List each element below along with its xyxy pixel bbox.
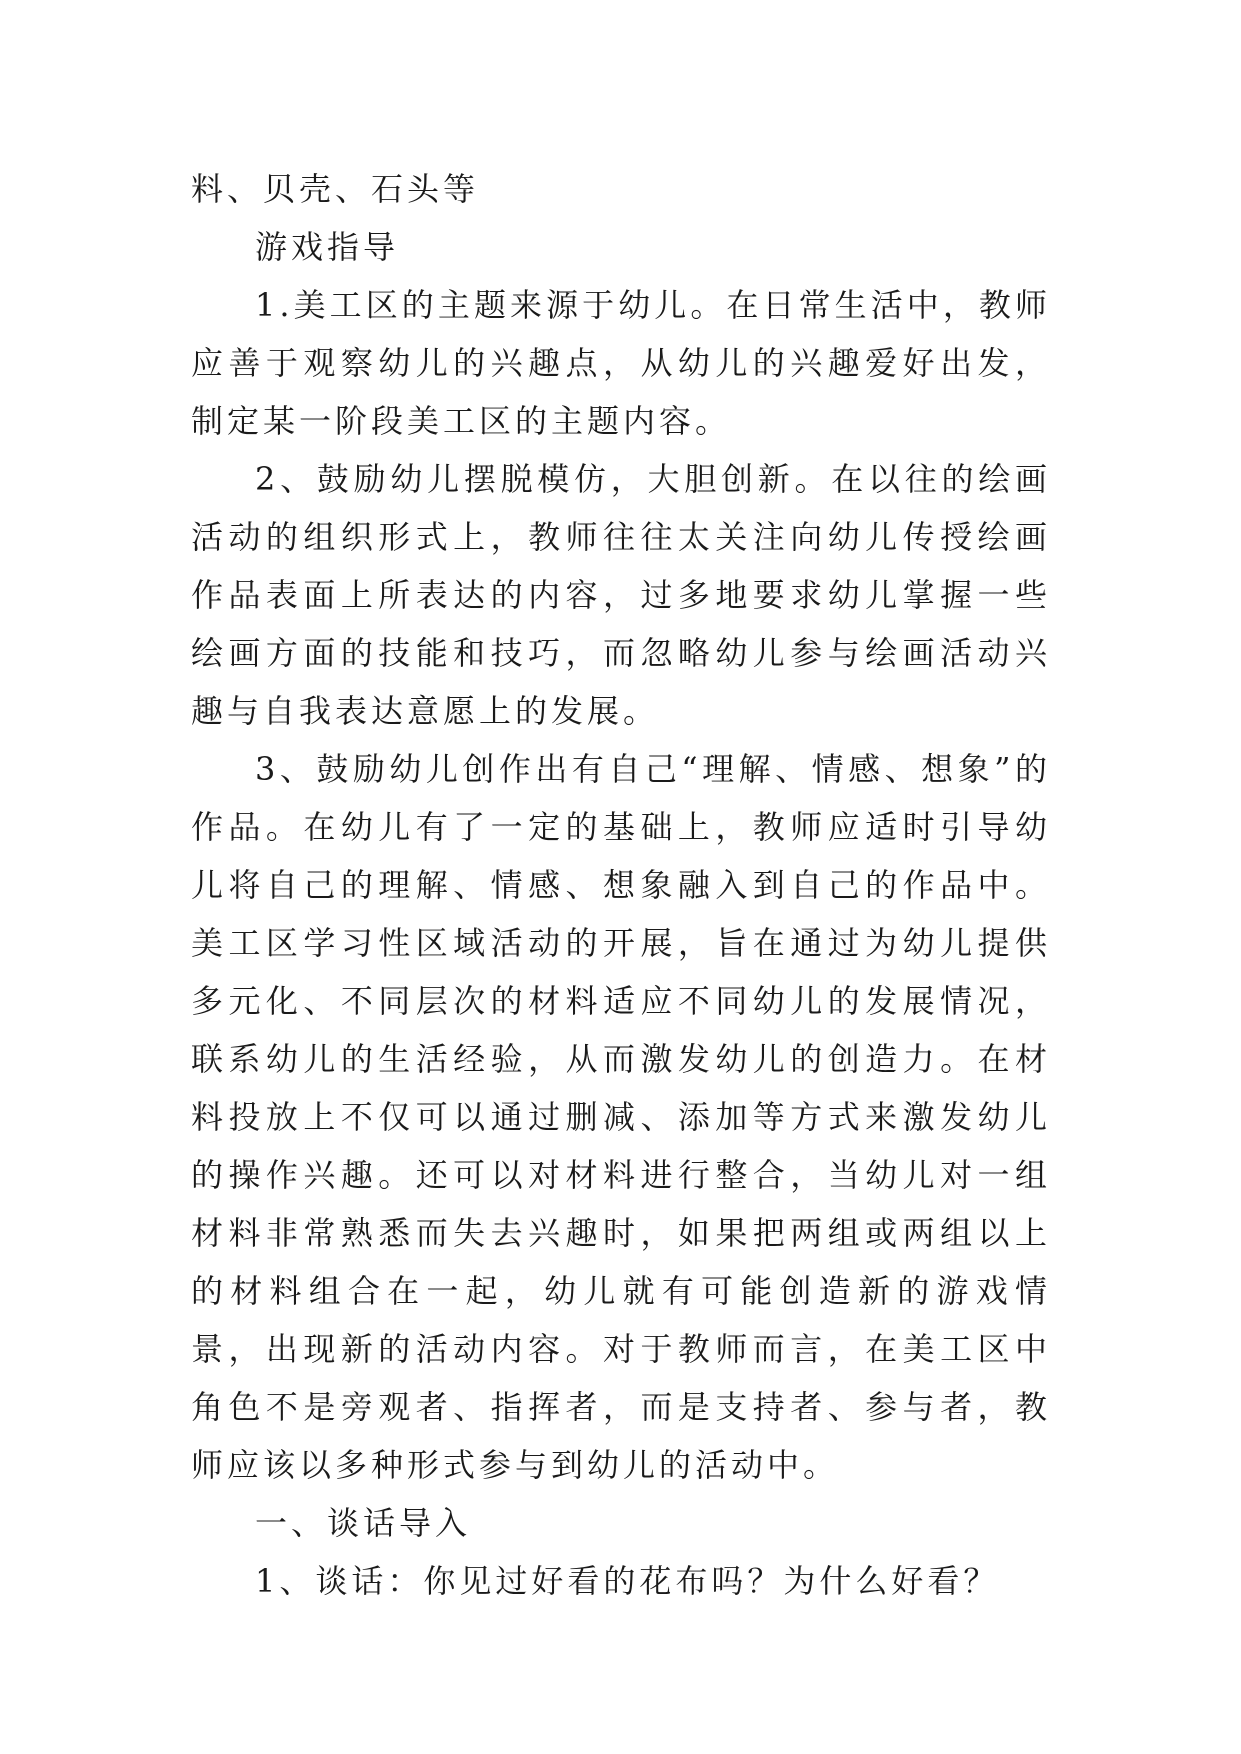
section-heading-conversation-intro: 一、谈话导入 xyxy=(255,1504,472,1542)
paragraph-conversation-1: 1、谈话：你见过好看的花布吗？为什么好看？ xyxy=(255,1562,1000,1600)
paragraph-point-1: 1.美工区的主题来源于幼儿。在日常生活中，教师应善于观察幼儿的兴趣点，从幼儿的兴趣爱好出发，制定某一阶段美工区的主题内容。 xyxy=(191,286,1051,440)
paragraph-point-3: 3、鼓励幼儿创作出有自己“理解、情感、想象”的作品。在幼儿有了一定的基础上，教师应适时引导幼儿将自己的理解、情感、想象融入到自己的作品中。美工区学习性区域活动的开展，旨在通过为幼儿提供多元化、不同层次的材料适应不同幼儿的发展情况，联系幼儿的生活经验，从而激发幼儿的创造力。在材料投放上不仅可以通过删减、添加等方式来激发幼儿的操作兴趣。还可以对材料进行整合，当幼儿对一组材料非常熟悉而失去兴趣时，如果把两组或两组以上的材料组合在一起，幼儿就有可能创造新的游戏情景，出现新的活动内容。对于教师而言，在美工区中角色不是旁观者、指挥者，而是支持者、参与者，教师应该以多种形式参与到幼儿的活动中。 xyxy=(191,750,1051,1484)
paragraph-continuation: 料、贝壳、石头等 xyxy=(191,170,480,208)
document-body xyxy=(191,160,1051,1610)
paragraph-point-2: 2、鼓励幼儿摆脱模仿，大胆创新。在以往的绘画活动的组织形式上，教师往往太关注向幼儿传授绘画作品表面上所表达的内容，过多地要求幼儿掌握一些绘画方面的技能和技巧，而忽略幼儿参与绘画活动兴趣与自我表达意愿上的发展。 xyxy=(191,460,1051,730)
section-heading-game-guidance: 游戏指导 xyxy=(255,228,400,266)
